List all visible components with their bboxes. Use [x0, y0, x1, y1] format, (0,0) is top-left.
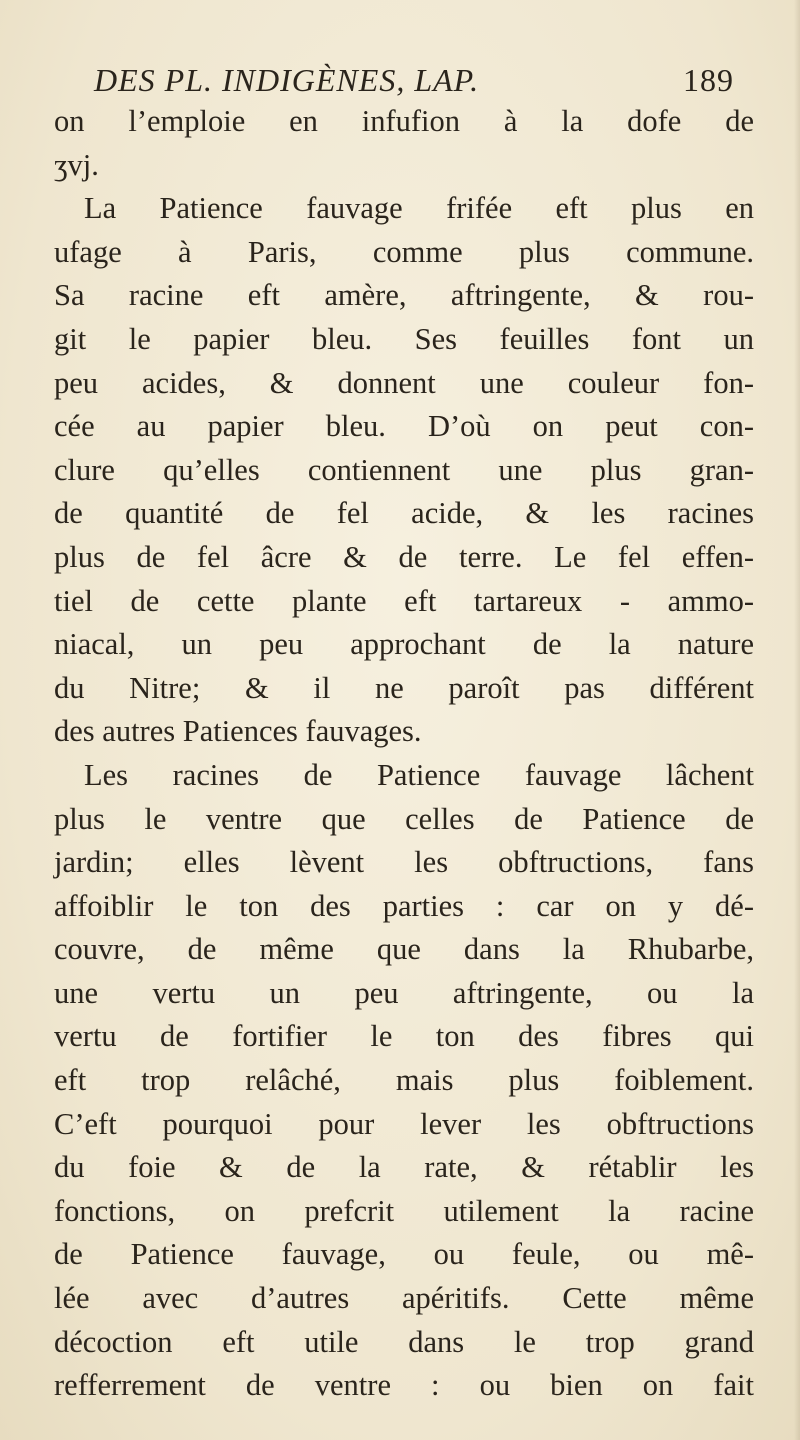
text-line: ufage à Paris, comme plus commune.	[54, 234, 754, 269]
text-line: jardin; elles lèvent les obftructions, fans	[54, 845, 754, 880]
text-line: vertu de fortifier le ton des fibres qui	[54, 1019, 754, 1054]
paragraph-start-line: Les racines de Patience fauvage lâchent	[84, 757, 754, 792]
text-line: refferrement de ventre : ou bien on fait	[54, 1368, 754, 1403]
text-line: couvre, de même que dans la Rhubarbe,	[54, 932, 754, 967]
text-line: fonctions, on prefcrit utilement la racine	[54, 1193, 754, 1228]
text-line: on l’emploie en infufion à la dofe de	[54, 104, 754, 138]
text-line: ʒvj.	[54, 147, 99, 182]
text-line: git le papier bleu. Ses feuilles font un	[54, 321, 754, 356]
text-line: clure qu’elles contiennent une plus gran-	[54, 452, 754, 487]
text-line: des autres Patiences fauvages.	[54, 714, 422, 749]
text-line: une vertu un peu aftringente, ou la	[54, 975, 754, 1010]
text-line: de Patience fauvage, ou feule, ou mê-	[54, 1237, 754, 1272]
text-line: plus le ventre que celles de Patience de	[54, 801, 754, 836]
text-line: du Nitre; & il ne paroît pas différent	[54, 670, 754, 705]
text-line: décoction eft utile dans le trop grand	[54, 1324, 754, 1359]
body-text	[54, 100, 754, 1408]
page-edge-shadow	[794, 0, 800, 1440]
text-line: eft trop relâché, mais plus foiblement.	[54, 1063, 754, 1098]
text-line: C’eft pourquoi pour lever les obftructions	[54, 1106, 754, 1141]
text-line: plus de fel âcre & de terre. Le fel effen-	[54, 539, 754, 574]
text-line: cée au papier bleu. D’où on peut con-	[54, 409, 754, 444]
page-number: 189	[683, 62, 734, 98]
text-line: tiel de cette plante eft tartareux - ammo-	[54, 583, 754, 618]
running-head-title: DES PL. INDIGÈNES, LAP.	[94, 62, 480, 98]
text-line: du foie & de la rate, & rétablir les	[54, 1150, 754, 1185]
paragraph-start-line: La Patience fauvage frifée eft plus en	[84, 191, 754, 226]
text-line: peu acides, & donnent une couleur fon-	[54, 365, 754, 400]
text-line: niacal, un peu approchant de la nature	[54, 627, 754, 662]
text-line: de quantité de fel acide, & les racines	[54, 496, 754, 531]
text-line: lée avec d’autres apéritifs. Cette même	[54, 1281, 754, 1316]
text-line: affoiblir le ton des parties : car on y dé-	[54, 888, 754, 923]
text-line: Sa racine eft amère, aftringente, & rou-	[54, 278, 754, 313]
